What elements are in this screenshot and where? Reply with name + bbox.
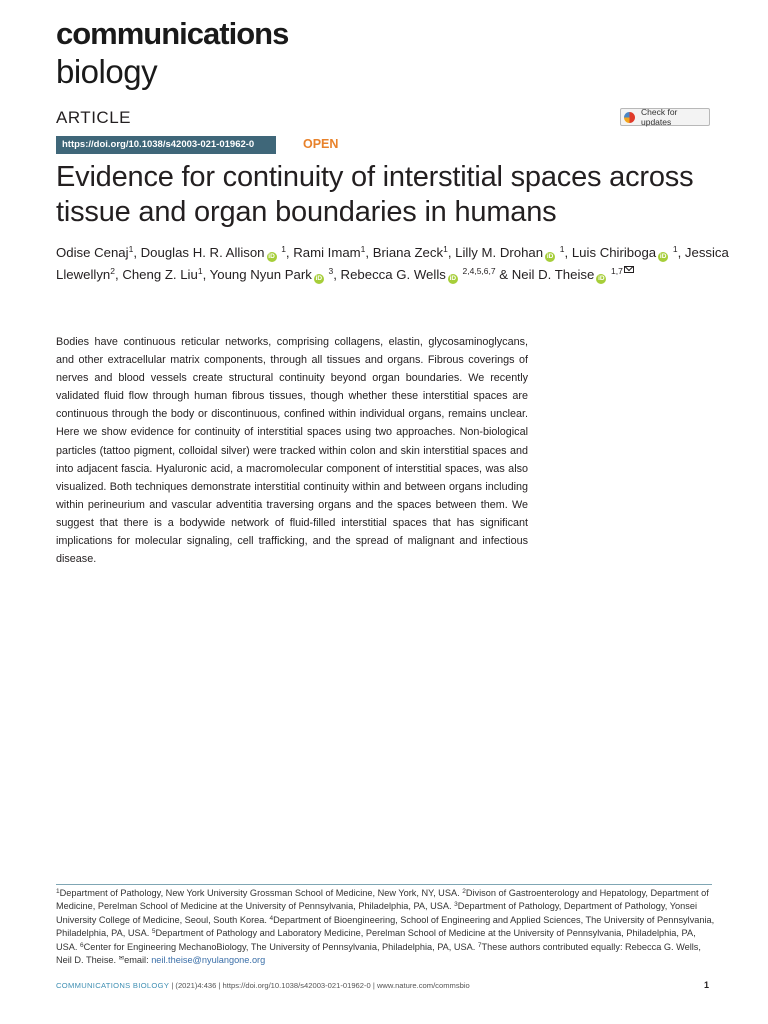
author-affiliation-sup: 1 <box>197 266 203 276</box>
crossmark-icon <box>624 112 635 123</box>
author-affiliation-sup: 1 <box>128 244 134 254</box>
author-name[interactable]: Lilly M. Drohan <box>455 245 544 260</box>
author-name[interactable]: Briana Zeck <box>372 245 444 260</box>
article-type-label: ARTICLE <box>56 108 131 127</box>
author-affiliation-sup: 2,4,5,6,7 <box>462 266 496 276</box>
affiliation-text: Center for Engineering MechanoBiology, The University of Pennsylvania, Philadelphia, PA, USA. <box>83 941 476 952</box>
journal-name-line1: communications <box>56 16 289 51</box>
affiliation-text: These authors contributed equally: Rebecca G. Wells, Neil D. Theise. <box>56 941 701 966</box>
affiliation-text: Department of Bioengineering, School of Engineering and Applied Sciences, The University of Pennsylvania, Philadelphia, PA, USA. <box>56 914 715 939</box>
affiliation-text: Divison of Gastroenterology and Hepatology, Department of Medicine, Perelman School of Medicine at the University of Pennsylvania, Philadelphia, PA, USA. <box>56 888 709 912</box>
affiliation-text: Department of Pathology, Department of Pathology, Yonsei University College of Medicine, Seoul, South Korea. <box>56 901 697 925</box>
check-for-updates-button[interactable] <box>620 108 710 126</box>
affiliation-sup: 3 <box>454 901 458 909</box>
author-name[interactable]: Douglas H. R. Allison <box>140 245 265 260</box>
author-name[interactable]: Odise Cenaj <box>56 245 129 260</box>
author-list: Odise Cenaj$^1$, Douglas H. R. Allison iD $^1$, Rami Imam$^1$, Briana Zeck$^1$, Lilly M. Drohan iD $^1$, Luis Chiriboga iD $^1$, Jessica Llewellyn$^2$, Cheng Z. Liu$^1$, Young Nyun Park iD $^3$, Rebecca G. Wells iD $^{2,4,5,6,7}$ & Neil D. Theise iD $^{1,7}$ <box>56 244 729 282</box>
author-affiliation-sup: 1 <box>443 244 448 254</box>
journal-name-line2: biology <box>56 53 158 90</box>
corresponding-email-link[interactable]: neil.theise@nyulangone.org <box>151 955 266 966</box>
orcid-icon[interactable]: iD <box>598 275 605 282</box>
affiliation-sup: 2 <box>462 888 466 895</box>
abstract: Bodies have continuous reticular networks, comprising collagens, elastin, glycosaminoglycans, and other extracellular matrix components, through all tissues and organs. Fibrous coverings of nerves and blood vessels create structural continuity beyond organ boundaries. We recently validated fluid flow through human fibrous tissues, though whether these interstitial spaces are continuous through the body or discontinuous, confined within individual organs, remains unclear. Here we show evidence for continuity of interstitial spaces using two approaches. Non-biological particles (tattoo pigment, colloidal silver) were tracked within colon and skin interstitial spaces and into adjacent fascia. Hyaluronic acid, a macromolecular component of interstitial spaces, was also visualized. Both techniques demonstrate interstitial continuity within and between organs including within perineurium and vascular adventitia traversing organs and the spaces between them. We suggest that there is a bodywide network of fluid-filled interstitial spaces that has significant implications for molecular signaling, cell trafficking, and the spread of malignant and infectious disease. <box>56 336 528 566</box>
author-affiliation-sup: 1 <box>672 244 678 254</box>
doi-link[interactable]: https://doi.org/10.1038/s42003-021-01962-0 <box>56 136 276 154</box>
email-icon[interactable] <box>624 266 634 273</box>
affiliation-sup: 7 <box>477 941 482 949</box>
author-affiliation-sup: 1,7 <box>610 266 623 276</box>
author-name[interactable]: Young Nyun Park <box>209 267 312 282</box>
orcid-icon[interactable]: iD <box>315 275 323 282</box>
email-prefix: email: <box>124 955 149 966</box>
article-title: Evidence for continuity of interstitial spaces across tissue and organ boundaries in humans <box>56 161 694 228</box>
author-affiliation-sup: 3 <box>328 266 334 276</box>
affiliation-sup: 1 <box>56 888 60 895</box>
author-affiliation-sup: 1 <box>281 244 286 254</box>
author-name[interactable]: Luis Chiriboga <box>571 245 657 260</box>
page-footer <box>56 981 470 990</box>
author-name[interactable]: Jessica Llewellyn <box>56 245 729 282</box>
footer-journal-name: COMMUNICATIONS BIOLOGY <box>56 981 170 990</box>
check-for-updates-label: Check for updates <box>641 107 678 127</box>
author-name[interactable]: Cheng Z. Liu <box>122 267 198 282</box>
open-access-label: OPEN <box>303 137 339 151</box>
author-name[interactable]: Rami Imam <box>293 245 361 260</box>
affiliation-sup: 5 <box>151 928 156 936</box>
author-name[interactable]: Rebecca G. Wells <box>340 267 446 282</box>
orcid-icon[interactable]: iD <box>659 253 667 260</box>
affiliations-divider <box>56 884 712 885</box>
affiliation-text: Department of Pathology and Laboratory Medicine, Perelman School of Medicine at the University of Pennsylvania, Philadelphia, PA, USA. <box>56 928 696 952</box>
author-affiliation-sup: 1 <box>559 244 565 254</box>
author-affiliation-sup: 1 <box>360 244 366 254</box>
footer-citation: | (2021)4:436 | https://doi.org/10.1038/s42003-021-01962-0 | www.nature.com/commsbio <box>171 981 470 990</box>
orcid-icon[interactable]: iD <box>449 275 457 282</box>
author-affiliation-sup: 2 <box>110 266 115 276</box>
orcid-icon[interactable]: iD <box>546 253 554 260</box>
email-marker: ✉ <box>118 955 125 963</box>
affiliation-sup: 6 <box>80 941 84 949</box>
page-number: 1 <box>704 980 710 990</box>
affiliation-text: Department of Pathology, New York University Grossman School of Medicine, New York, NY, USA. <box>59 888 460 898</box>
affiliation-sup: 4 <box>269 914 274 922</box>
orcid-icon[interactable]: iD <box>268 253 275 260</box>
author-name[interactable]: Neil D. Theise <box>511 267 595 282</box>
affiliations <box>56 887 716 967</box>
